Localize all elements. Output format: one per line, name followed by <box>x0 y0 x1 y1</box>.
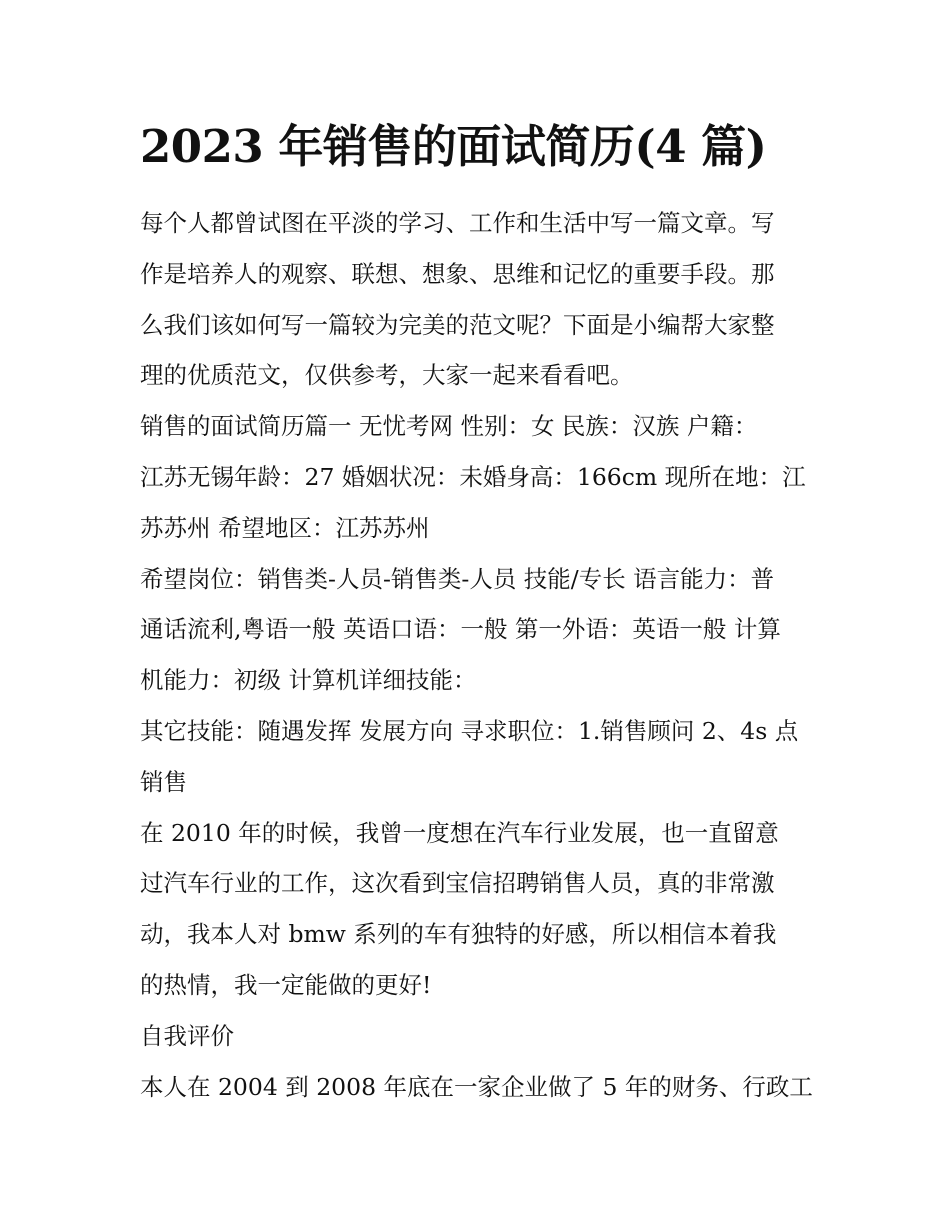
text-line: 销售的面试简历篇一 无忧考网 性别：女 民族：汉族 户籍： <box>140 412 758 441</box>
text-line: 机能力：初级 计算机详细技能： <box>140 666 477 695</box>
text-line: 的热情，我一定能做的更好! <box>140 970 432 999</box>
text-line: 作是培养人的观察、联想、想象、思维和记忆的重要手段。那 <box>140 259 775 288</box>
text-line: 苏苏州 希望地区：江苏苏州 <box>140 513 430 542</box>
text-line: 在 2010 年的时候，我曾一度想在汽车行业发展，也一直留意 <box>140 818 779 847</box>
text-line: 么我们该如何写一篇较为完美的范文呢？下面是小编帮大家整 <box>140 310 775 339</box>
text-line: 过汽车行业的工作，这次看到宝信招聘销售人员，真的非常激 <box>140 869 775 898</box>
text-line: 其它技能：随遇发挥 发展方向 寻求职位：1.销售顾问 2、4s 点 <box>140 716 799 745</box>
document-title: 2023 年销售的面试简历(4 篇) <box>140 120 767 173</box>
text-line: 销售 <box>140 767 187 796</box>
text-line: 希望岗位：销售类-人员-销售类-人员 技能/专长 语言能力：普 <box>140 564 775 593</box>
text-line: 动，我本人对 bmw 系列的车有独特的好感，所以相信本着我 <box>140 920 777 949</box>
text-line: 江苏无锡年龄：27 婚姻状况：未婚身高：166cm 现所在地：江 <box>140 462 806 491</box>
text-line: 本人在 2004 到 2008 年底在一家企业做了 5 年的财务、行政工 <box>140 1072 813 1101</box>
text-line: 每个人都曾试图在平淡的学习、工作和生活中写一篇文章。写 <box>140 209 775 237</box>
text-line: 通话流利,粤语一般 英语口语：一般 第一外语：英语一般 计算 <box>140 615 781 644</box>
document-body <box>140 198 820 1112</box>
section-heading: 自我评价 <box>140 1021 234 1050</box>
text-line: 理的优质范文，仅供参考，大家一起来看看吧。 <box>140 361 634 390</box>
